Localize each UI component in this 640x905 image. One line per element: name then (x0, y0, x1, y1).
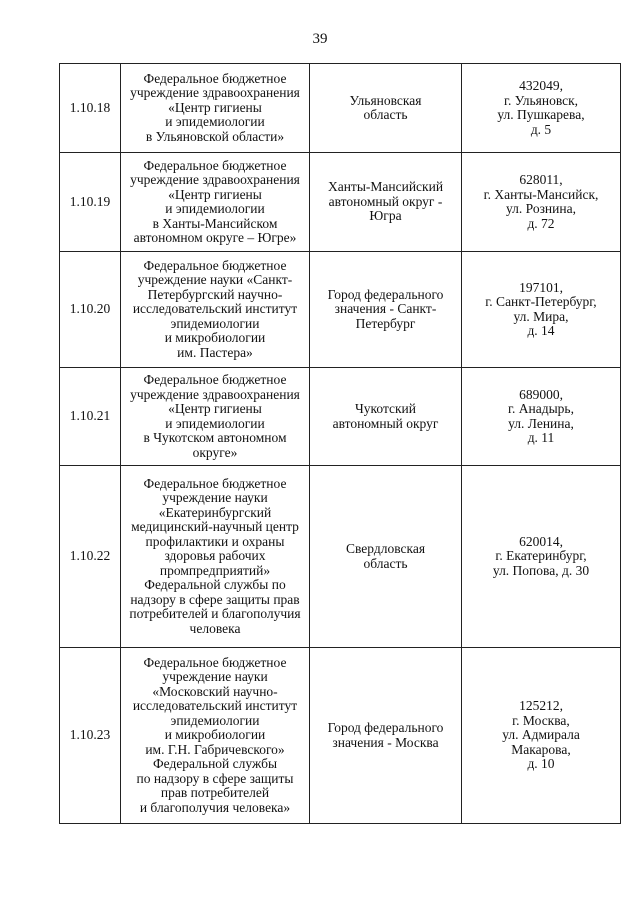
institution-name: Федеральное бюджетное учреждение науки «Санкт- Петербургский научно- исследовательский институт эпидемиологии и микробиологии им. Пастера» (121, 252, 310, 368)
table-row (60, 466, 621, 648)
region-name: Город федерального значения - Москва (310, 648, 462, 824)
institution-name: Федеральное бюджетное учреждение науки «Московский научно- исследовательский институт эпидемиологии и микробиологии им. Г.Н. Габричевского» Федеральной службы по надзору в сфере защиты прав потребителей и благополучия человека» (121, 648, 310, 824)
postal-address: 628011, г. Ханты-Мансийск, ул. Рознина, д. 72 (462, 153, 621, 252)
table-row (60, 368, 621, 466)
table-row (60, 64, 621, 153)
region-name: Чукотский автономный округ (310, 368, 462, 466)
postal-address: 125212, г. Москва, ул. Адмирала Макарова, д. 10 (462, 648, 621, 824)
table-row (60, 648, 621, 824)
region-name: Ульяновская область (310, 64, 462, 153)
region-name: Город федерального значения - Санкт- Петербург (310, 252, 462, 368)
institution-name: Федеральное бюджетное учреждение здравоохранения «Центр гигиены и эпидемиологии в Ульяновской области» (121, 64, 310, 153)
institution-name: Федеральное бюджетное учреждение здравоохранения «Центр гигиены и эпидемиологии в Ханты-Мансийском автономном округе – Югре» (121, 153, 310, 252)
region-name: Свердловская область (310, 466, 462, 648)
row-number: 1.10.22 (60, 466, 121, 648)
institution-name: Федеральное бюджетное учреждение науки «Екатеринбургский медицинский-научный центр профилактики и охраны здоровья рабочих промпредприятий» Федеральной службы по надзору в сфере защиты прав потребителей и благополучия человека (121, 466, 310, 648)
postal-address: 689000, г. Анадырь, ул. Ленина, д. 11 (462, 368, 621, 466)
postal-address: 197101, г. Санкт-Петербург, ул. Мира, д. 14 (462, 252, 621, 368)
row-number: 1.10.20 (60, 252, 121, 368)
table-row (60, 153, 621, 252)
institution-name: Федеральное бюджетное учреждение здравоохранения «Центр гигиены и эпидемиологии в Чукотском автономном округе» (121, 368, 310, 466)
page-number: 39 (312, 31, 328, 47)
row-number: 1.10.18 (60, 64, 121, 153)
table-row (60, 252, 621, 368)
row-number: 1.10.19 (60, 153, 121, 252)
region-name: Ханты-Мансийский автономный округ - Югра (310, 153, 462, 252)
institutions-table (59, 63, 621, 824)
postal-address: 620014, г. Екатеринбург, ул. Попова, д. 30 (462, 466, 621, 648)
postal-address: 432049, г. Ульяновск, ул. Пушкарева, д. 5 (462, 64, 621, 153)
row-number: 1.10.21 (60, 368, 121, 466)
row-number: 1.10.23 (60, 648, 121, 824)
